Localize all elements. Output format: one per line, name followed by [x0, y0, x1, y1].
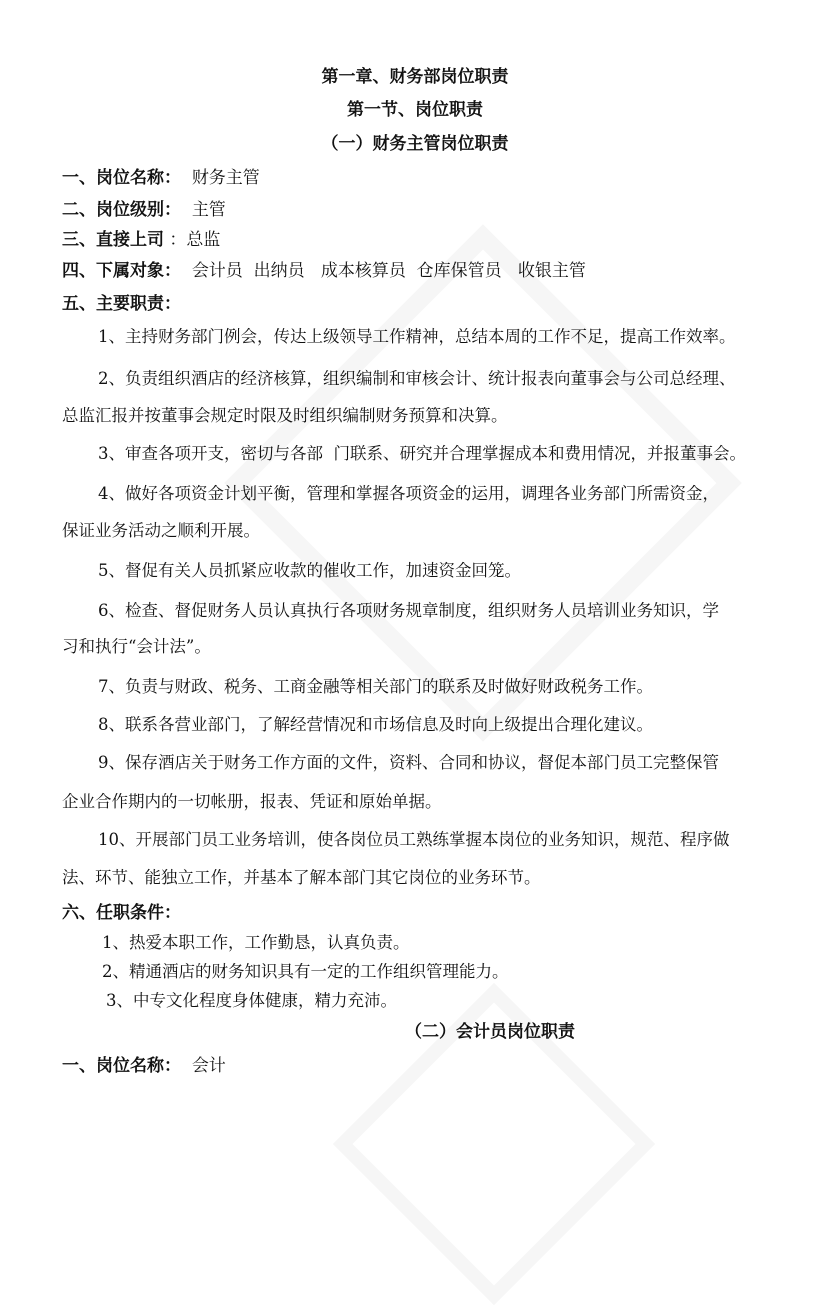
condition-line: 2、精通酒店的财务知识具有一定的工作组织管理能力。: [102, 962, 509, 981]
duty-line: 2、负责组织酒店的经济核算，组织编制和审核会计、统计报表向董事会与公司总经理、: [98, 369, 736, 388]
condition-line: 3、中专文化程度身体健康，精力充沛。: [106, 991, 397, 1010]
duty-line: 9、保存酒店关于财务工作方面的文件，资料、合同和协议，督促本部门员工完整保管: [98, 753, 719, 772]
duty-line: 3、审查各项开支，密切与各部 门联系、研究并合理掌握成本和费用情况，并报董事会。: [98, 444, 746, 463]
section-title: 第一节、岗位职责: [347, 100, 483, 120]
field-qualifications: 六、任职条件：: [62, 903, 181, 923]
duty-line: 4、做好各项资金计划平衡，管理和掌握各项资金的运用，调理各业务部门所需资金，: [98, 484, 719, 503]
duty-line: 法、环节、能独立工作，并基本了解本部门其它岗位的业务环节。: [62, 868, 541, 887]
field-post-level: 二、岗位级别： 主管: [62, 200, 226, 220]
field-main-duties: 五、主要职责：: [62, 294, 181, 314]
chapter-title: 第一章、财务部岗位职责: [321, 67, 509, 87]
subsection-title-1: （一）财务主管岗位职责: [321, 134, 509, 154]
field-subordinates: 四、下属对象： 会计员 出纳员 成本核算员 仓库保管员 收银主管: [62, 261, 586, 281]
duty-line: 7、负责与财政、税务、工商金融等相关部门的联系及时做好财政税务工作。: [98, 677, 653, 696]
field-post-name-2: 一、岗位名称： 会计: [62, 1056, 226, 1076]
duty-line: 6、检查、督促财务人员认真执行各项财务规章制度，组织财务人员培训业务知识，学: [98, 601, 719, 620]
duty-line: 保证业务活动之顺利开展。: [62, 521, 260, 540]
duty-line: 10、开展部门员工业务培训，使各岗位员工熟练掌握本岗位的业务知识，规范、程序做: [98, 830, 730, 849]
duty-line: 总监汇报并按董事会规定时限及时组织编制财务预算和决算。: [62, 406, 508, 425]
duty-line: 1、主持财务部门例会，传达上级领导工作精神，总结本周的工作不足，提高工作效率。: [98, 327, 736, 346]
condition-line: 1、热爱本职工作，工作勤恳，认真负责。: [102, 933, 410, 952]
field-direct-boss: 三、直接上司 ：总监: [62, 230, 221, 250]
duty-line: 企业合作期内的一切帐册，报表、凭证和原始单据。: [62, 792, 442, 811]
subsection-title-2: （二）会计员岗位职责: [405, 1022, 575, 1042]
duty-line: 8、联系各营业部门，了解经营情况和市场信息及时向上级提出合理化建议。: [98, 715, 653, 734]
duty-line: 习和执行“会计法”。: [62, 637, 211, 656]
duty-line: 5、督促有关人员抓紧应收款的催收工作，加速资金回笼。: [98, 561, 521, 580]
field-post-name: 一、岗位名称： 财务主管: [62, 168, 260, 188]
